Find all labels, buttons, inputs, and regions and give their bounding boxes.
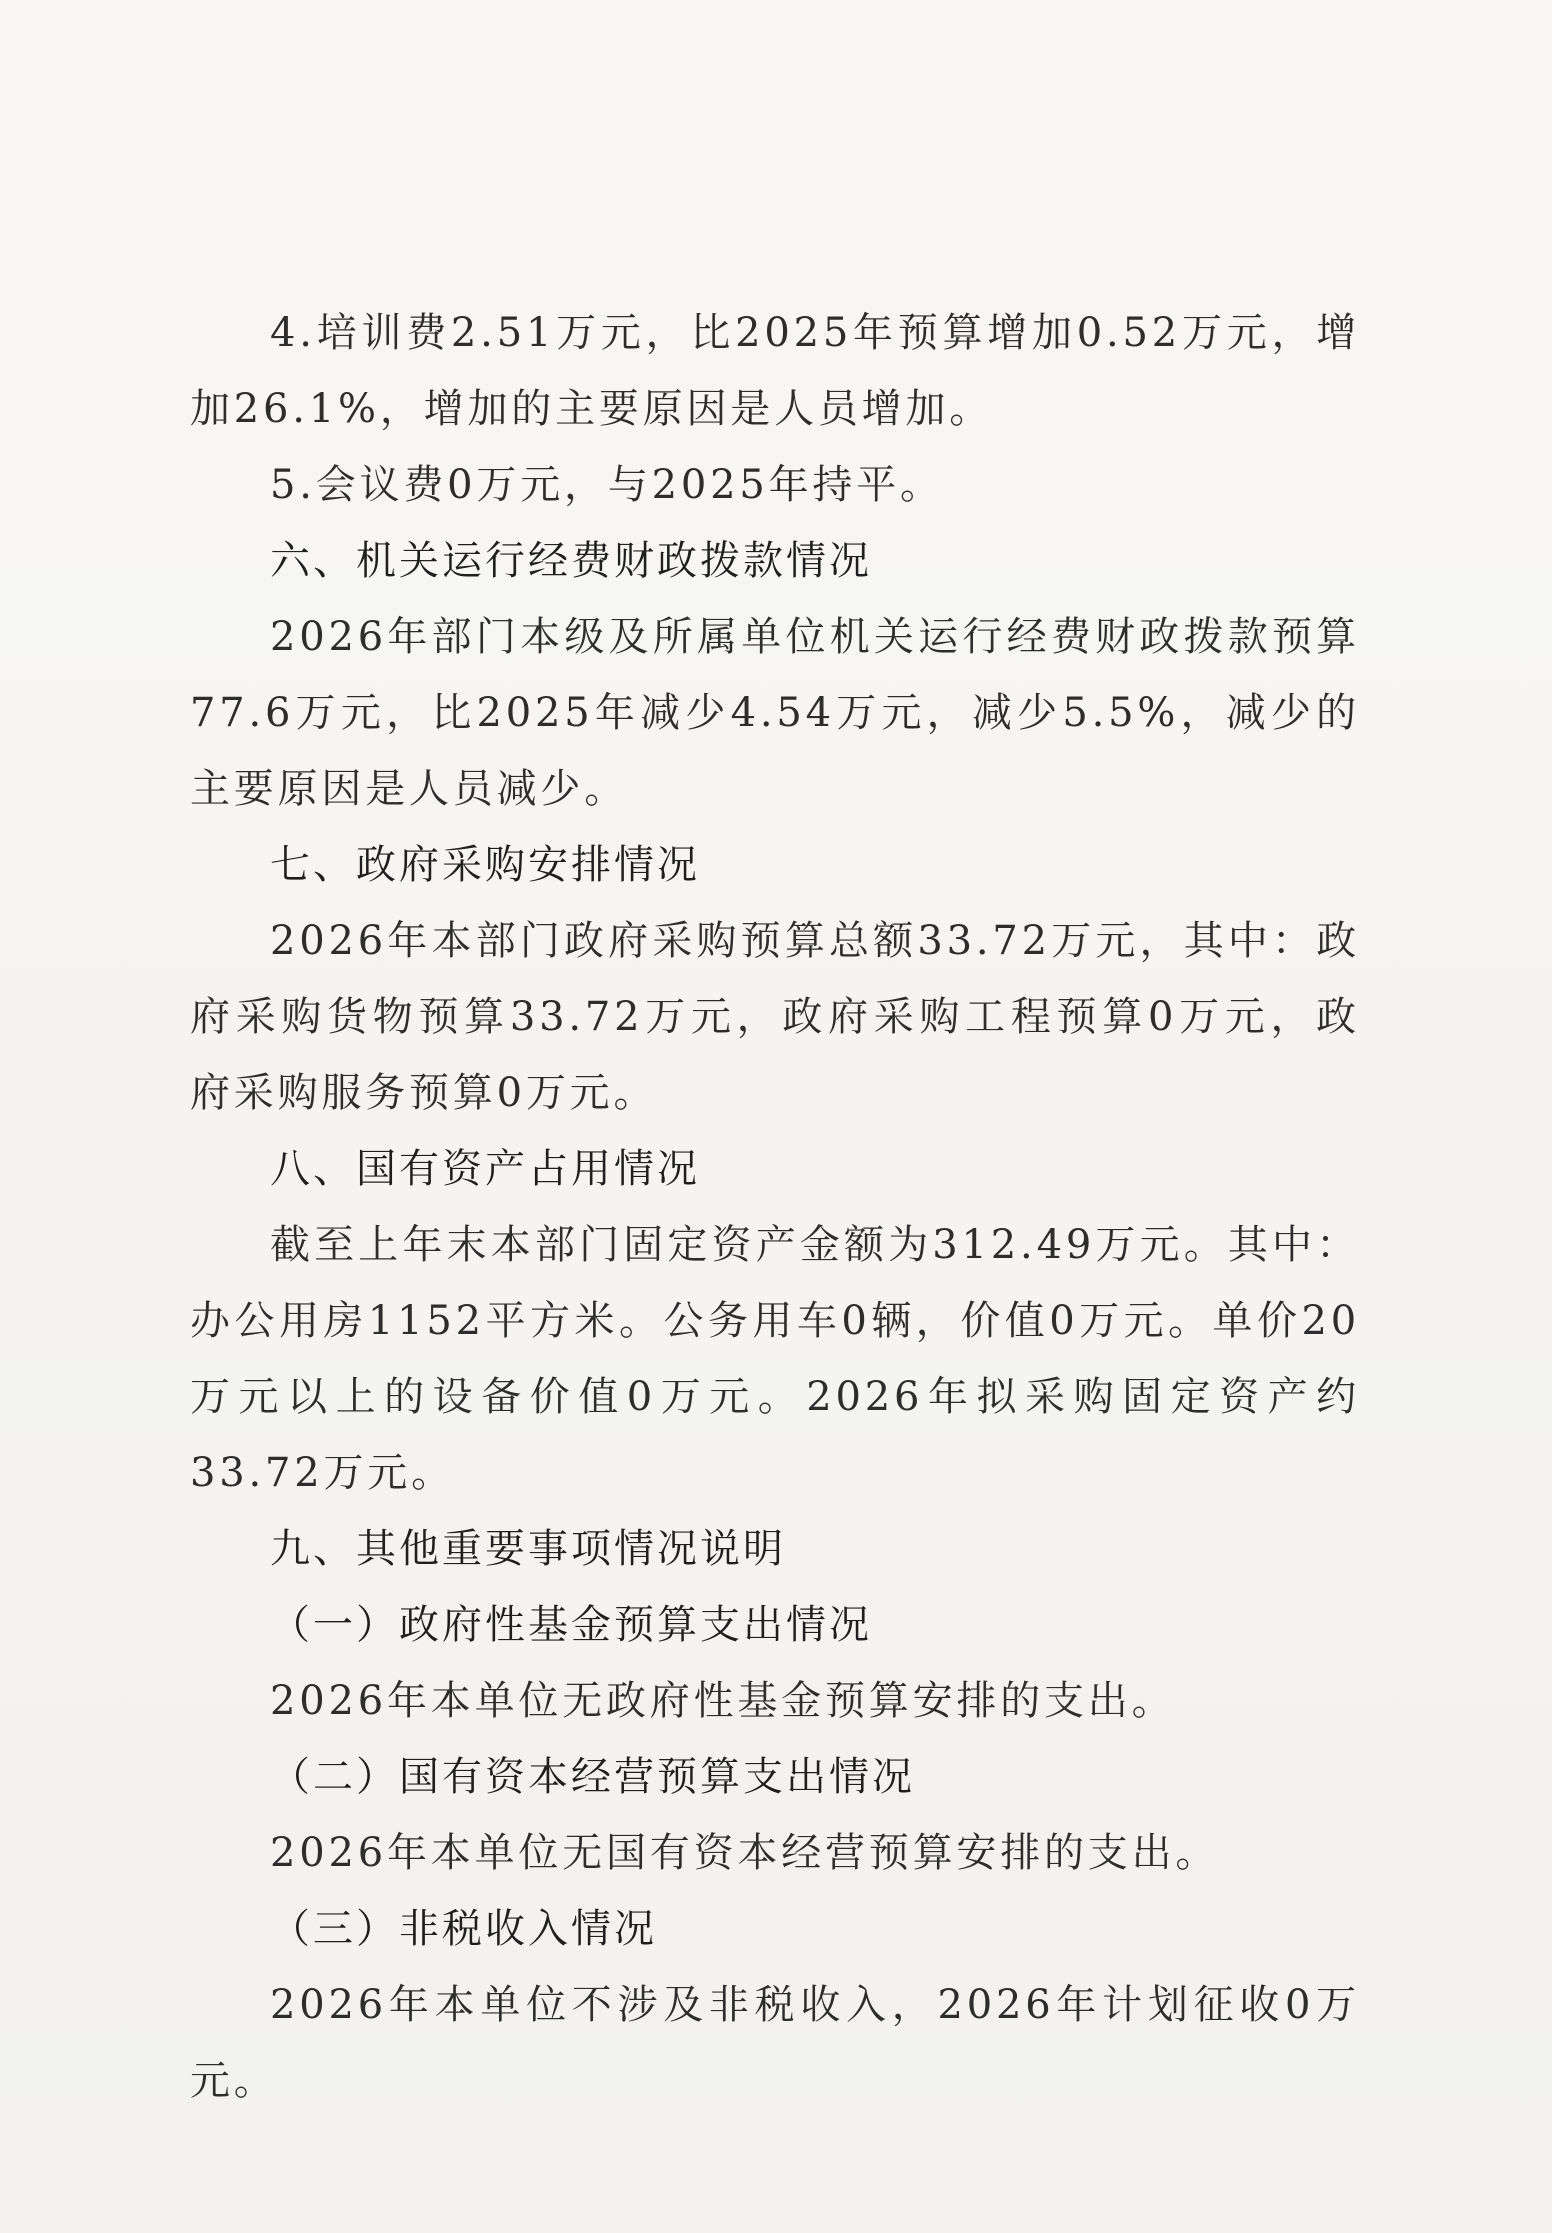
heading-section-8: 八、国有资产占用情况 [270, 1146, 700, 1192]
paragraph-state-assets: 截至上年末本部门固定资产金额为312.49万元。其中：办公用房1152平方米。公务用车0辆，价值0万元。单价20万元以上的设备价值0万元。2026年拟采购固定资产约33.72万元。 [190, 1222, 1360, 1496]
paragraph-operating-funds: 2026年部门本级及所属单位机关运行经费财政拨款预算77.6万元，比2025年减少4.54万元，减少5.5%，减少的主要原因是人员减少。 [190, 614, 1360, 812]
subheading-state-capital: （二）国有资本经营预算支出情况 [270, 1754, 915, 1800]
paragraph-non-tax-income: 2026年本单位不涉及非税收入，2026年计划征收0万元。 [190, 1982, 1360, 2104]
paragraph-government-funds: 2026年本单位无政府性基金预算安排的支出。 [270, 1678, 1176, 1724]
paragraph-procurement: 2026年本部门政府采购预算总额33.72万元，其中：政府采购货物预算33.72万元，政府采购工程预算0万元，政府采购服务预算0万元。 [190, 918, 1360, 1116]
subheading-government-funds: （一）政府性基金预算支出情况 [270, 1602, 872, 1648]
heading-section-7: 七、政府采购安排情况 [270, 842, 700, 888]
paragraph-meeting-fee: 5.会议费0万元，与2025年持平。 [270, 462, 944, 508]
heading-section-6: 六、机关运行经费财政拨款情况 [270, 538, 872, 584]
paragraph-state-capital: 2026年本单位无国有资本经营预算安排的支出。 [270, 1830, 1220, 1876]
subheading-non-tax-income: （三）非税收入情况 [270, 1906, 657, 1952]
document-body [190, 295, 1360, 2119]
paragraph-training-fee: 4.培训费2.51万元，比2025年预算增加0.52万元，增加26.1%，增加的主要原因是人员增加。 [190, 310, 1360, 432]
heading-section-9: 九、其他重要事项情况说明 [270, 1526, 786, 1572]
